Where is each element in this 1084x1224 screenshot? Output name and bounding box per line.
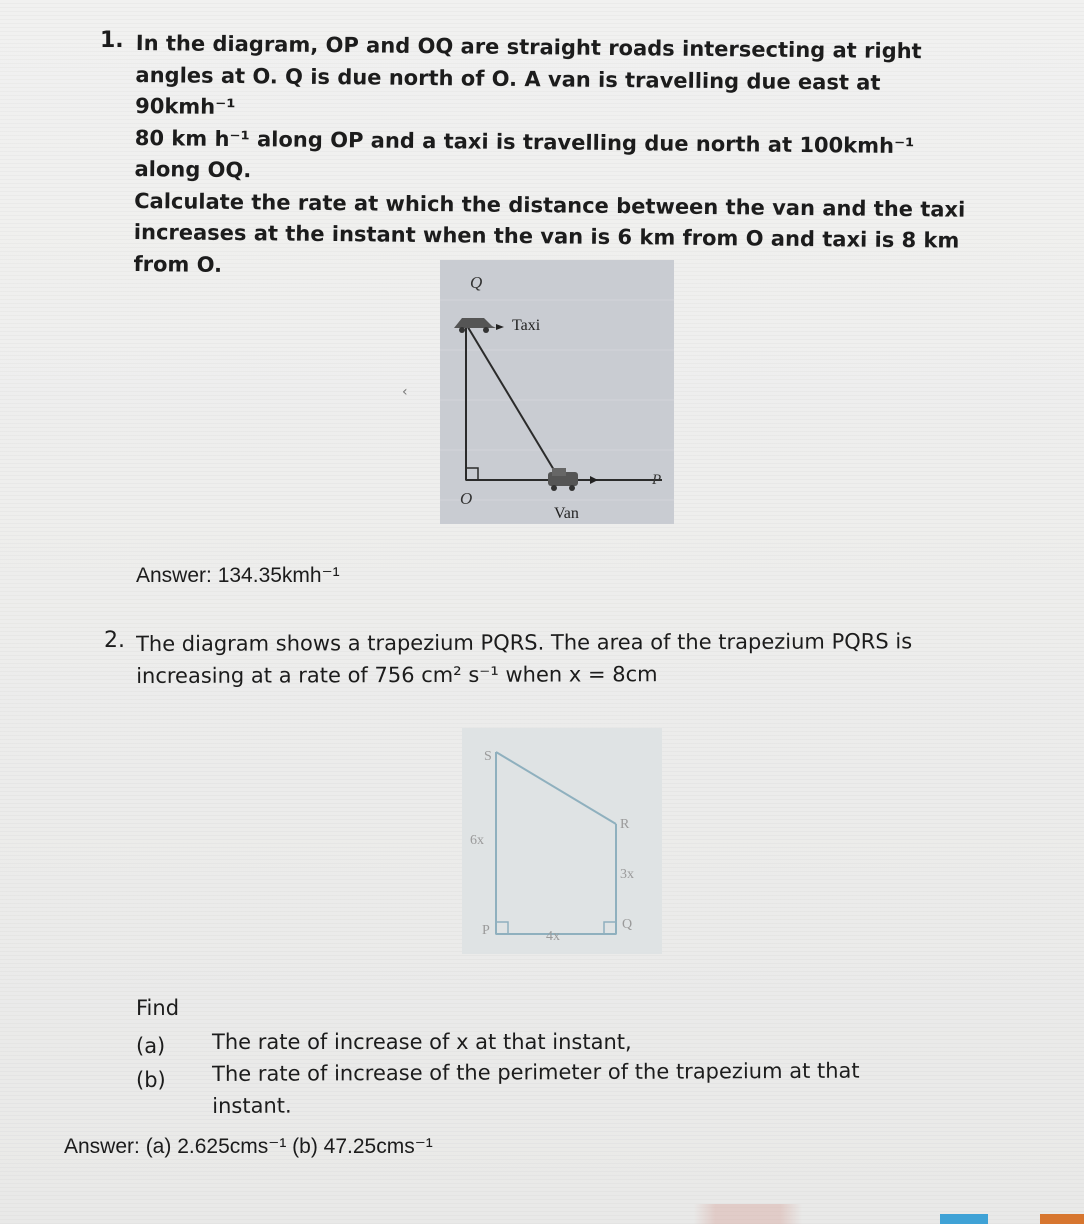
text-line: angles at O. Q is due north of O. A van is travelling due east at 90kmh⁻¹ xyxy=(135,62,881,120)
part-b-text xyxy=(212,1054,952,1122)
photo-edge xyxy=(0,1204,1084,1224)
text-line: from O. xyxy=(133,251,223,277)
label-r: R xyxy=(620,817,630,832)
van-wheel-icon xyxy=(569,485,575,491)
part-a-text: The rate of increase of x at that instant, xyxy=(212,1030,632,1054)
trapezium-diagram xyxy=(462,728,662,954)
label-side-4x: 4x xyxy=(546,929,560,944)
van-cab-icon xyxy=(552,468,566,476)
taxi-wheel-icon xyxy=(459,327,465,333)
answer-2: Answer: (a) 2.625cms⁻¹ (b) 47.25cms⁻¹ xyxy=(64,1135,433,1158)
question-2 xyxy=(104,628,1004,692)
label-p: P xyxy=(482,923,490,938)
label-q: Q xyxy=(622,917,633,932)
label-side-6x: 6x xyxy=(470,833,484,848)
label-van: Van xyxy=(554,505,579,522)
label-p: P xyxy=(652,472,662,488)
taxi-wheel-icon xyxy=(483,327,489,333)
label-side-3x: 3x xyxy=(620,867,634,882)
text-line: increasing at a rate of 756 cm² s⁻¹ when x = 8cm xyxy=(136,662,658,688)
question-number: 2. xyxy=(104,628,125,653)
label-q: Q xyxy=(470,273,483,292)
text-line: Calculate the rate at which the distance between the van and the taxi xyxy=(134,188,966,222)
label-taxi: Taxi xyxy=(512,317,541,334)
text-line: The diagram shows a trapezium PQRS. The area of the trapezium PQRS is xyxy=(136,629,913,656)
label-s: S xyxy=(484,749,492,764)
text-line: increases at the instant when the van is 6 km from O and taxi is 8 km xyxy=(133,219,960,253)
question-text xyxy=(133,28,980,289)
photo-edge-blue xyxy=(940,1214,988,1224)
text-line: 80 km h⁻¹ along OP and a taxi is travelling due north at 100kmh⁻¹ along OQ. xyxy=(134,125,915,183)
part-b-label: (b) xyxy=(136,1068,166,1092)
stray-mark: ‹ xyxy=(402,384,408,400)
question-1 xyxy=(100,28,980,280)
text-line: The rate of increase of the perimeter of the trapezium at that xyxy=(212,1058,860,1086)
find-heading: Find xyxy=(136,996,180,1020)
roads-diagram xyxy=(440,260,674,524)
label-o: O xyxy=(460,489,473,508)
text-line: instant. xyxy=(212,1093,292,1118)
part-a-label: (a) xyxy=(136,1034,166,1058)
text-line: In the diagram, OP and OQ are straight roads intersecting at right xyxy=(135,30,922,64)
van-wheel-icon xyxy=(551,485,557,491)
photo-edge-orange xyxy=(1040,1214,1084,1224)
question-number: 1. xyxy=(100,28,124,53)
question-text xyxy=(136,625,1004,692)
answer-1: Answer: 134.35kmh⁻¹ xyxy=(136,564,340,587)
